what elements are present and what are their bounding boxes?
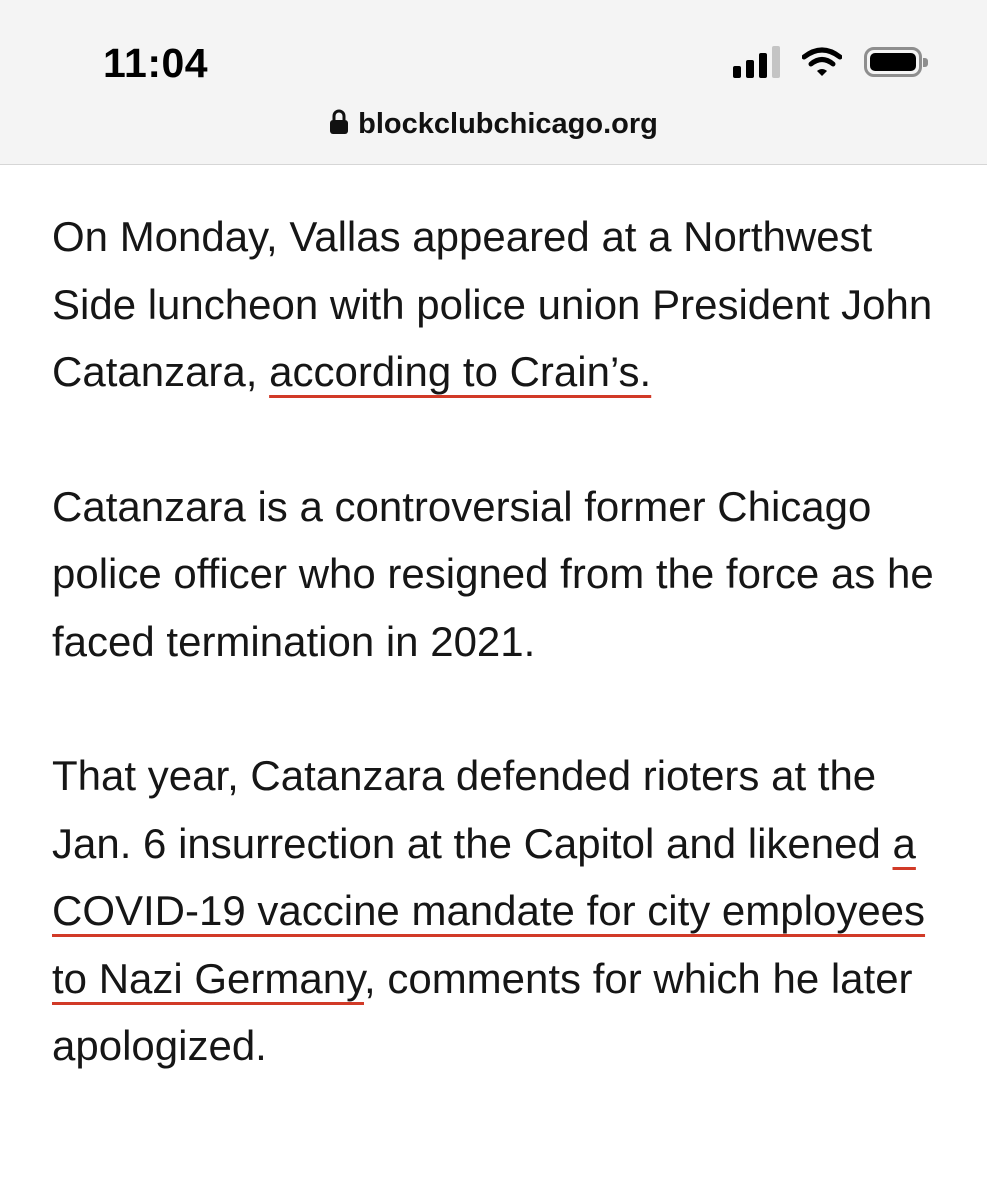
article-paragraph-2	[52, 473, 952, 676]
address-bar[interactable]	[0, 108, 987, 141]
wifi-icon	[802, 47, 842, 77]
link-covid-vaccine-mandate[interactable]: a COVID-19 vaccine mandate for city employees to Nazi Germany	[52, 819, 926, 1002]
paragraph-3-text-after: , comments for which he later apologized.	[52, 954, 913, 1069]
status-time: 11:04	[103, 40, 209, 86]
status-icons	[733, 46, 922, 78]
paragraph-2-text: Catanzara is a controversial former Chicago police officer who resigned from the force as he faced termination in 2021.	[52, 482, 934, 665]
article-body	[52, 203, 952, 1147]
link-crains[interactable]: according to Crain’s.	[269, 348, 652, 395]
lock-icon	[329, 109, 349, 135]
browser-top-bar	[0, 0, 987, 165]
paragraph-1-text: On Monday, Vallas appeared at a Northwest Side luncheon with police union President John Catanzara,	[52, 213, 933, 395]
article-paragraph-3	[52, 742, 952, 1080]
address-bar-url: blockclubchicago.org	[358, 108, 658, 140]
article-paragraph-1	[52, 203, 952, 406]
battery-icon	[864, 47, 922, 77]
paragraph-3-text-before: That year, Catanzara defended rioters at the Jan. 6 insurrection at the Capitol and likened	[52, 752, 893, 867]
cellular-signal-icon	[733, 46, 780, 78]
